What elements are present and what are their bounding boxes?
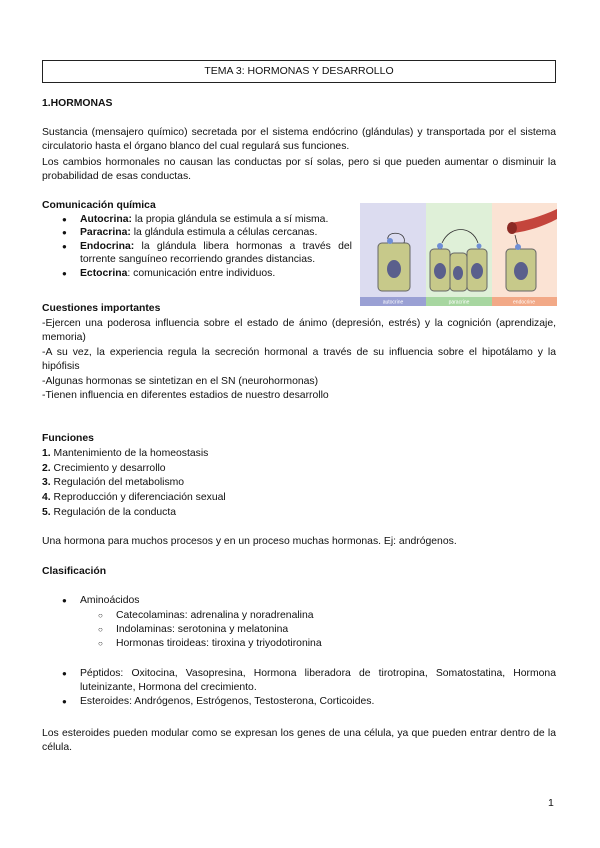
comunicacion-heading: Comunicación química (42, 200, 156, 211)
closing-paragraph: Los esteroides pueden modular como se expresan los genes de una célula, ya que pueden entrar dentro de la célula. (42, 728, 556, 753)
paracrine-label: paracrine (448, 299, 470, 306)
list-item: ● Endocrina: la glándula libera hormonas a través del torrente sanguíneo recorriendo grandes distancias. (62, 240, 352, 267)
hormone-signaling-figure (360, 203, 557, 306)
hormonas-definition: Sustancia (mensajero químico) secretada por el sistema endócrino (glándulas) y transportada por el sistema circulatorio hasta el órgano blanco del cual regulará sus funciones. (42, 127, 556, 152)
endocrine-label: endocrine (513, 299, 535, 306)
list-item: 2. Crecimiento y desarrollo (42, 463, 166, 474)
list-item: ● Péptidos: Oxitocina, Vasopresina, Hormona liberadora de tirotropina, Somatostatina, Hormona luteinizante, Hormona del crecimiento. (62, 667, 556, 695)
list-item: 5. Regulación de la conducta (42, 507, 177, 518)
page-number: 1 (548, 797, 554, 809)
list-item: ● Ectocrina: comunicación entre individuos. (62, 267, 352, 280)
clasificacion-list (62, 594, 556, 608)
list-item: ○ Hormonas tiroideas: tiroxina y triyodotironina (98, 637, 518, 651)
autocrine-nucleus (387, 260, 401, 278)
funciones-note: Una hormona para muchos procesos y en un proceso muchas hormonas. Ej: andrógenos. (42, 536, 457, 547)
list-item: ● Autocrina: la propia glándula se estimula a sí misma. (62, 213, 352, 226)
list-item: 1. Mantenimiento de la homeostasis (42, 448, 209, 459)
cuestiones-heading: Cuestiones importantes (42, 303, 161, 314)
aminoacidos-sublist (98, 609, 518, 651)
list-item: ● Paracrina: la glándula estimula a células cercanas. (62, 226, 352, 239)
funciones-heading: Funciones (42, 433, 94, 444)
clasificacion-list-2 (62, 667, 556, 709)
list-item: ● Esteroides: Andrógenos, Estrógenos, Testosterona, Corticoides. (62, 695, 556, 709)
autocrine-label: autocrine (382, 299, 404, 306)
cuestiones-line-2: -A su vez, la experiencia regula la secreción hormonal a través de su influencia sobre el hipotálamo y la hipófisis (42, 347, 556, 372)
list-item: 3. Regulación del metabolismo (42, 477, 185, 488)
list-item: ○ Indolaminas: serotonina y melatonina (98, 623, 518, 637)
list-item: 4. Reproducción y diferenciación sexual (42, 492, 226, 503)
comunicacion-list (62, 213, 352, 280)
hormonas-changes-paragraph: Los cambios hormonales no causan las conductas por sí solas, pero si que pueden aumentar o disminuir la probabilidad de esas conductas. (42, 157, 556, 182)
page-title: TEMA 3: HORMONAS Y DESARROLLO (42, 60, 556, 83)
cuestiones-line-3: -Algunas hormonas se sintetizan en el SN (neurohormonas) (42, 376, 319, 387)
cuestiones-line-1: -Ejercen una poderosa influencia sobre el estado de ánimo (depresión, estrés) y la cognición (aprendizaje, memoria) (42, 318, 556, 343)
clasificacion-heading: Clasificación (42, 566, 107, 577)
cuestiones-line-4: -Tienen influencia en diferentes estadios de nuestro desarrollo (42, 390, 329, 401)
list-item: ○ Catecolaminas: adrenalina y noradrenalina (98, 609, 518, 623)
list-item: ● Aminoácidos (62, 594, 556, 608)
section-heading-hormonas: 1.HORMONAS (42, 98, 113, 109)
